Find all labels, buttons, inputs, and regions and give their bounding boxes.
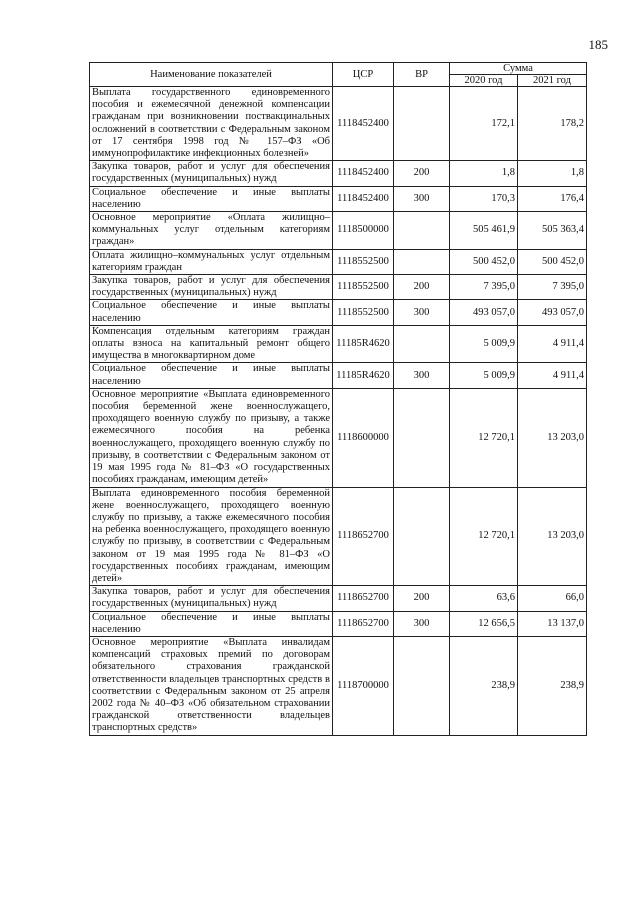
table-row	[90, 636, 587, 735]
row-csr: 1118552500	[333, 300, 394, 325]
table-row	[90, 186, 587, 211]
table-row	[90, 325, 587, 363]
row-csr: 1118700000	[333, 636, 394, 735]
table-row	[90, 161, 587, 186]
row-name: Выплата единовременного пособия беременной жене военнослужащего, проходящего военную службу по призыву, а также ежемесячного пособия на ребенка военнослужащего, проходящего военную службу по призыву, в соответствии с Федеральным законом от 19 мая 1995 года № 81–ФЗ «О государственных пособиях гражданам, имеющим детей»	[90, 487, 333, 586]
row-name: Социальное обеспечение и иные выплаты населению	[90, 300, 333, 325]
row-csr: 1118500000	[333, 212, 394, 250]
row-vr: 300	[394, 363, 450, 388]
row-amount-2021: 4 911,4	[518, 363, 587, 388]
row-name: Социальное обеспечение и иные выплаты населению	[90, 186, 333, 211]
row-amount-2021: 4 911,4	[518, 325, 587, 363]
table-row	[90, 388, 587, 487]
row-amount-2020: 505 461,9	[450, 212, 518, 250]
table-row	[90, 87, 587, 161]
row-amount-2021: 1,8	[518, 161, 587, 186]
header-csr: ЦСР	[333, 63, 394, 87]
table-row	[90, 275, 587, 300]
row-amount-2021: 13 137,0	[518, 611, 587, 636]
row-vr	[394, 636, 450, 735]
page-number: 185	[588, 37, 608, 52]
row-name: Компенсация отдельным категориям граждан оплаты взноса на капитальный ремонт общего имущества в многоквартирном доме	[90, 325, 333, 363]
row-amount-2020: 5 009,9	[450, 363, 518, 388]
header-name: Наименование показателей	[90, 63, 333, 87]
row-amount-2020: 12 720,1	[450, 487, 518, 586]
row-vr: 200	[394, 275, 450, 300]
row-amount-2020: 170,3	[450, 186, 518, 211]
row-name: Основное мероприятие «Выплата единовременного пособия беременной жене военнослужащего, проходящего военную службу по призыву, а также ежемесячного пособия на ребенка военнослужащего, проходящего военную службу по призыву, в соответствии с Федеральным законом от 19 мая 1995 года № 81–ФЗ «О государственных пособиях гражданам, имеющим детей»	[90, 388, 333, 487]
row-csr: 11185R4620	[333, 363, 394, 388]
row-amount-2020: 493 057,0	[450, 300, 518, 325]
row-amount-2021: 493 057,0	[518, 300, 587, 325]
header-year-2021: 2021 год	[518, 75, 587, 87]
row-amount-2020: 172,1	[450, 87, 518, 161]
row-amount-2020: 500 452,0	[450, 249, 518, 274]
row-amount-2020: 12 720,1	[450, 388, 518, 487]
row-csr: 1118552500	[333, 249, 394, 274]
row-vr	[394, 388, 450, 487]
row-name: Выплата государственного единовременного пособия и ежемесячной денежной компенсации гражданам при возникновении поствакцинальных осложнений в соответствии с Федеральным законом от 17 сентября 1998 год № 157–ФЗ «Об иммунопрофилактике инфекционных болезней»	[90, 87, 333, 161]
row-name: Основное мероприятие «Оплата жилищно–коммунальных услуг отдельным категориям граждан»	[90, 212, 333, 250]
row-name: Закупка товаров, работ и услуг для обеспечения государственных (муниципальных) нужд	[90, 275, 333, 300]
header-year-2020: 2020 год	[450, 75, 518, 87]
row-amount-2020: 7 395,0	[450, 275, 518, 300]
row-name: Закупка товаров, работ и услуг для обеспечения государственных (муниципальных) нужд	[90, 161, 333, 186]
table-row	[90, 586, 587, 611]
row-amount-2021: 500 452,0	[518, 249, 587, 274]
table-row	[90, 249, 587, 274]
row-csr: 11185R4620	[333, 325, 394, 363]
row-vr: 300	[394, 186, 450, 211]
row-vr: 300	[394, 300, 450, 325]
row-vr: 300	[394, 611, 450, 636]
row-vr	[394, 487, 450, 586]
table-row	[90, 611, 587, 636]
row-amount-2021: 176,4	[518, 186, 587, 211]
row-vr: 200	[394, 161, 450, 186]
row-amount-2020: 63,6	[450, 586, 518, 611]
row-csr: 1118652700	[333, 487, 394, 586]
row-amount-2021: 7 395,0	[518, 275, 587, 300]
header-sum: Сумма	[450, 63, 587, 75]
row-amount-2021: 238,9	[518, 636, 587, 735]
row-amount-2021: 13 203,0	[518, 487, 587, 586]
row-name: Социальное обеспечение и иные выплаты населению	[90, 363, 333, 388]
row-vr	[394, 87, 450, 161]
row-name: Социальное обеспечение и иные выплаты населению	[90, 611, 333, 636]
table-row	[90, 212, 587, 250]
row-csr: 1118452400	[333, 87, 394, 161]
row-amount-2020: 5 009,9	[450, 325, 518, 363]
row-csr: 1118652700	[333, 611, 394, 636]
row-csr: 1118552500	[333, 275, 394, 300]
row-vr	[394, 212, 450, 250]
table-row	[90, 487, 587, 586]
row-name: Основное мероприятие «Выплата инвалидам компенсаций страховых премий по договорам обязательного страхования гражданской ответственности владельцев транспортных средств в соответствии с Федеральным законом от 25 апреля 2002 года № 40–ФЗ «Об обязательном страховании гражданской ответственности владельцев транспортных средств»	[90, 636, 333, 735]
row-name: Закупка товаров, работ и услуг для обеспечения государственных (муниципальных) нужд	[90, 586, 333, 611]
row-vr	[394, 325, 450, 363]
row-vr	[394, 249, 450, 274]
row-amount-2020: 1,8	[450, 161, 518, 186]
row-amount-2021: 505 363,4	[518, 212, 587, 250]
row-amount-2020: 12 656,5	[450, 611, 518, 636]
row-csr: 1118652700	[333, 586, 394, 611]
row-csr: 1118600000	[333, 388, 394, 487]
row-csr: 1118452400	[333, 161, 394, 186]
row-amount-2021: 66,0	[518, 586, 587, 611]
table-row	[90, 300, 587, 325]
budget-table	[89, 62, 587, 736]
table-row	[90, 363, 587, 388]
row-vr: 200	[394, 586, 450, 611]
row-amount-2020: 238,9	[450, 636, 518, 735]
row-amount-2021: 13 203,0	[518, 388, 587, 487]
table-body	[90, 87, 587, 736]
row-csr: 1118452400	[333, 186, 394, 211]
row-name: Оплата жилищно–коммунальных услуг отдельным категориям граждан	[90, 249, 333, 274]
header-vr: ВР	[394, 63, 450, 87]
row-amount-2021: 178,2	[518, 87, 587, 161]
